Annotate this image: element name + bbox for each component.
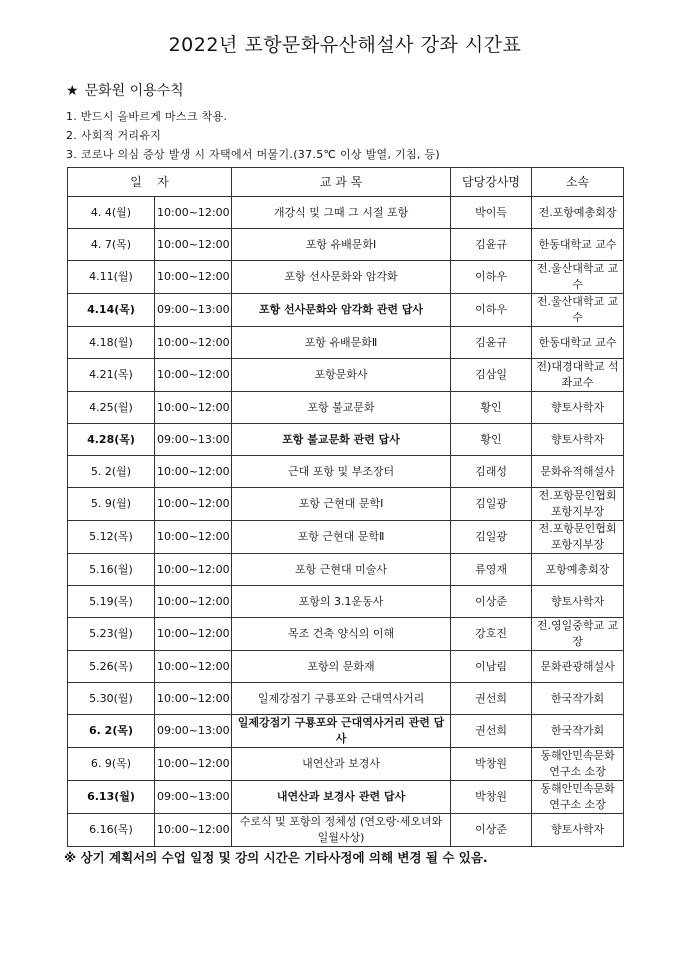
date-cell: 4.21(목) bbox=[68, 359, 155, 392]
date-cell: 4. 7(목) bbox=[68, 229, 155, 261]
time-cell: 10:00~12:00 bbox=[155, 586, 232, 618]
date-cell: 5. 9(월) bbox=[68, 488, 155, 521]
org-cell: 전.울산대학교 교수 bbox=[532, 294, 624, 327]
table-row bbox=[68, 424, 624, 456]
subject-cell: 수로식 및 포항의 정체성 (연오랑·세오녀와 일월사상) bbox=[232, 814, 451, 847]
date-cell: 5.23(월) bbox=[68, 618, 155, 651]
time-cell: 10:00~12:00 bbox=[155, 392, 232, 424]
instructor-cell: 박창원 bbox=[451, 781, 532, 814]
subject-cell: 포항 유배문화Ⅱ bbox=[232, 327, 451, 359]
org-cell: 전.울산대학교 교수 bbox=[532, 261, 624, 294]
header-subject: 교 과 목 bbox=[232, 168, 451, 197]
org-cell: 문화유적해설사 bbox=[532, 456, 624, 488]
subject-cell: 포항 근현대 문학Ⅰ bbox=[232, 488, 451, 521]
org-cell: 향토사학자 bbox=[532, 586, 624, 618]
instructor-cell: 이하우 bbox=[451, 261, 532, 294]
table-row bbox=[68, 715, 624, 748]
subject-cell: 포항문화사 bbox=[232, 359, 451, 392]
date-cell: 5.30(월) bbox=[68, 683, 155, 715]
table-row bbox=[68, 392, 624, 424]
date-cell: 4.28(목) bbox=[68, 424, 155, 456]
instructor-cell: 김삼일 bbox=[451, 359, 532, 392]
org-cell: 한국작가회 bbox=[532, 683, 624, 715]
time-cell: 10:00~12:00 bbox=[155, 554, 232, 586]
header-date: 일 자 bbox=[68, 168, 232, 197]
header-instructor: 담당강사명 bbox=[451, 168, 532, 197]
subject-cell: 포항 불교문화 bbox=[232, 392, 451, 424]
instructor-cell: 김일광 bbox=[451, 488, 532, 521]
instructor-cell: 이하우 bbox=[451, 294, 532, 327]
org-cell: 한동대학교 교수 bbox=[532, 327, 624, 359]
date-cell: 6. 9(목) bbox=[68, 748, 155, 781]
date-cell: 6.16(목) bbox=[68, 814, 155, 847]
date-cell: 4.25(월) bbox=[68, 392, 155, 424]
org-cell: 문화관광해설사 bbox=[532, 651, 624, 683]
subject-cell: 포항 선사문화와 암각화 관련 답사 bbox=[232, 294, 451, 327]
header-org: 소속 bbox=[532, 168, 624, 197]
table-row bbox=[68, 586, 624, 618]
subject-cell: 목조 건축 양식의 이해 bbox=[232, 618, 451, 651]
subject-cell: 내연산과 보경사 bbox=[232, 748, 451, 781]
schedule-body bbox=[68, 197, 624, 847]
date-cell: 6.13(월) bbox=[68, 781, 155, 814]
instructor-cell: 권선희 bbox=[451, 715, 532, 748]
instructor-cell: 황인 bbox=[451, 424, 532, 456]
date-cell: 5. 2(월) bbox=[68, 456, 155, 488]
subject-cell: 포항의 문화재 bbox=[232, 651, 451, 683]
time-cell: 09:00~13:00 bbox=[155, 781, 232, 814]
subject-cell: 근대 포항 및 부조장터 bbox=[232, 456, 451, 488]
table-row bbox=[68, 261, 624, 294]
page-title: 2022년 포항문화유산해설사 강좌 시간표 bbox=[168, 34, 522, 56]
time-cell: 09:00~13:00 bbox=[155, 424, 232, 456]
date-cell: 4. 4(월) bbox=[68, 197, 155, 229]
table-row bbox=[68, 554, 624, 586]
date-cell: 5.16(월) bbox=[68, 554, 155, 586]
time-cell: 10:00~12:00 bbox=[155, 456, 232, 488]
instructor-cell: 박이득 bbox=[451, 197, 532, 229]
table-row bbox=[68, 327, 624, 359]
time-cell: 10:00~12:00 bbox=[155, 327, 232, 359]
time-cell: 10:00~12:00 bbox=[155, 488, 232, 521]
table-row bbox=[68, 748, 624, 781]
subject-cell: 포항 유배문화Ⅰ bbox=[232, 229, 451, 261]
org-cell: 포항예총회장 bbox=[532, 554, 624, 586]
table-header-row bbox=[68, 168, 624, 197]
date-cell: 4.18(월) bbox=[68, 327, 155, 359]
time-cell: 10:00~12:00 bbox=[155, 618, 232, 651]
footnote: ※ 상기 계획서의 수업 일정 및 강의 시간은 기타사정에 의해 변경 될 수 있음. bbox=[64, 850, 488, 865]
time-cell: 10:00~12:00 bbox=[155, 651, 232, 683]
time-cell: 09:00~13:00 bbox=[155, 294, 232, 327]
org-cell: 한동대학교 교수 bbox=[532, 229, 624, 261]
rule-item: 3. 코로나 의심 증상 발생 시 자택에서 머물기.(37.5℃ 이상 발열, 기침, 등) bbox=[66, 148, 440, 161]
subject-cell: 포항의 3.1운동사 bbox=[232, 586, 451, 618]
time-cell: 10:00~12:00 bbox=[155, 197, 232, 229]
org-cell: 향토사학자 bbox=[532, 814, 624, 847]
instructor-cell: 박창원 bbox=[451, 748, 532, 781]
subject-cell: 포항 선사문화와 암각화 bbox=[232, 261, 451, 294]
date-cell: 5.12(목) bbox=[68, 521, 155, 554]
instructor-cell: 이상준 bbox=[451, 586, 532, 618]
time-cell: 10:00~12:00 bbox=[155, 683, 232, 715]
time-cell: 10:00~12:00 bbox=[155, 748, 232, 781]
org-cell: 동해안민속문화 연구소 소장 bbox=[532, 781, 624, 814]
org-cell: 한국작가회 bbox=[532, 715, 624, 748]
instructor-cell: 강호진 bbox=[451, 618, 532, 651]
table-row bbox=[68, 683, 624, 715]
instructor-cell: 이상준 bbox=[451, 814, 532, 847]
org-cell: 향토사학자 bbox=[532, 424, 624, 456]
table-row bbox=[68, 521, 624, 554]
table-row bbox=[68, 488, 624, 521]
instructor-cell: 김윤규 bbox=[451, 327, 532, 359]
time-cell: 09:00~13:00 bbox=[155, 715, 232, 748]
subject-cell: 개강식 및 그때 그 시절 포항 bbox=[232, 197, 451, 229]
table-row bbox=[68, 359, 624, 392]
instructor-cell: 김일광 bbox=[451, 521, 532, 554]
org-cell: 전.영일중학교 교장 bbox=[532, 618, 624, 651]
time-cell: 10:00~12:00 bbox=[155, 359, 232, 392]
date-cell: 4.14(목) bbox=[68, 294, 155, 327]
subject-cell: 포항 근현대 미술사 bbox=[232, 554, 451, 586]
subject-cell: 포항 근현대 문학Ⅱ bbox=[232, 521, 451, 554]
time-cell: 10:00~12:00 bbox=[155, 814, 232, 847]
instructor-cell: 권선희 bbox=[451, 683, 532, 715]
org-cell: 전.포항예총회장 bbox=[532, 197, 624, 229]
subject-cell: 일제강점기 구룡포와 근대역사거리 bbox=[232, 683, 451, 715]
time-cell: 10:00~12:00 bbox=[155, 229, 232, 261]
time-cell: 10:00~12:00 bbox=[155, 261, 232, 294]
time-cell: 10:00~12:00 bbox=[155, 521, 232, 554]
org-cell: 향토사학자 bbox=[532, 392, 624, 424]
table-row bbox=[68, 618, 624, 651]
subject-cell: 일제강점기 구룡포와 근대역사거리 관련 답사 bbox=[232, 715, 451, 748]
table-row bbox=[68, 229, 624, 261]
instructor-cell: 황인 bbox=[451, 392, 532, 424]
instructor-cell: 김윤규 bbox=[451, 229, 532, 261]
subject-cell: 포항 불교문화 관련 답사 bbox=[232, 424, 451, 456]
table-row bbox=[68, 294, 624, 327]
org-cell: 전.포항문인협회 포항지부장 bbox=[532, 488, 624, 521]
table-row bbox=[68, 781, 624, 814]
subject-cell: 내연산과 보경사 관련 답사 bbox=[232, 781, 451, 814]
org-cell: 동해안민속문화 연구소 소장 bbox=[532, 748, 624, 781]
org-cell: 전)대경대학교 석좌교수 bbox=[532, 359, 624, 392]
rule-item: 2. 사회적 거리유지 bbox=[66, 129, 162, 142]
date-cell: 4.11(월) bbox=[68, 261, 155, 294]
rules-heading-text: 문화원 이용수칙 bbox=[84, 83, 184, 99]
table-row bbox=[68, 197, 624, 229]
table-row bbox=[68, 814, 624, 847]
date-cell: 6. 2(목) bbox=[68, 715, 155, 748]
date-cell: 5.26(목) bbox=[68, 651, 155, 683]
instructor-cell: 김래성 bbox=[451, 456, 532, 488]
rules-heading bbox=[66, 80, 184, 100]
rule-item: 1. 반드시 올바르게 마스크 착용. bbox=[66, 110, 228, 123]
star-icon: ★ bbox=[66, 83, 79, 99]
schedule-table bbox=[67, 167, 624, 847]
org-cell: 전.포항문인협회 포항지부장 bbox=[532, 521, 624, 554]
instructor-cell: 이남림 bbox=[451, 651, 532, 683]
table-row bbox=[68, 456, 624, 488]
table-row bbox=[68, 651, 624, 683]
date-cell: 5.19(목) bbox=[68, 586, 155, 618]
instructor-cell: 류영재 bbox=[451, 554, 532, 586]
